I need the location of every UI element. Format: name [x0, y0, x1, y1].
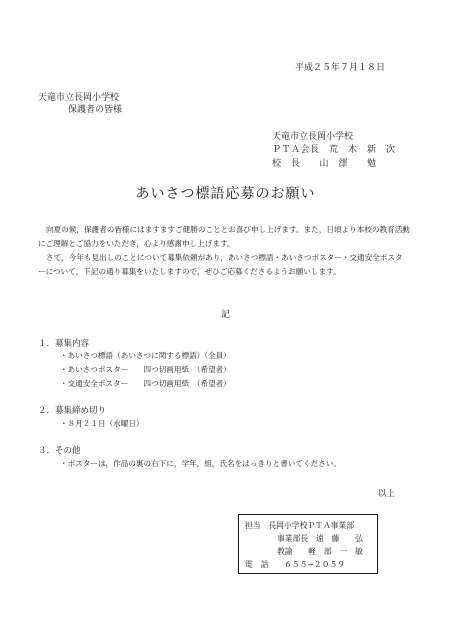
- contact-teacher: 教諭 軽 部 一 敏: [277, 547, 363, 556]
- section-3-heading: ３．その他: [38, 446, 81, 456]
- recipient-parents: 保護者の皆様: [68, 105, 123, 115]
- section-1-item: ・交通安全ポスター 四つ切画用紙 （希望者）: [60, 379, 231, 388]
- body-text: [38, 223, 410, 279]
- page-title: あいさつ標語応募のお願い: [135, 186, 316, 202]
- recipient-school: 天竜市立長岡小学校: [38, 93, 120, 103]
- sender-school: 天竜市立長岡小学校: [272, 132, 354, 142]
- contact-department-head: 事業部長 遠 藤 弘: [277, 534, 363, 543]
- section-2-item: ・８月２１日（水曜日）: [60, 419, 144, 428]
- body-paragraph-1: 向夏の候，保護者の皆様にはますますご健勝のこととお喜び申し上げます。また，日頃より本校の教育活動にご理解とご協力をいただき，心より感謝申し上げます。: [38, 225, 410, 248]
- contact-phone: 電 話 ６５５−２０５９: [245, 560, 346, 569]
- section-1-item: ・あいさつポスター 四つ切画用紙 （希望者）: [60, 365, 231, 374]
- document-date: 平成２５年７月１８日: [294, 63, 385, 73]
- section-3-item: ・ポスターは，作品の裏の右下に，学年，組，氏名をはっきりと書いてください。: [60, 459, 341, 468]
- ki-heading: 記: [220, 310, 230, 320]
- sender-pta-chair: ＰＴＡ会長 荒 木 新 次: [272, 145, 396, 155]
- closing-mark: 以上: [377, 489, 395, 499]
- body-paragraph-2: さて，今年も見出しのことについて募集依頼があり，あいさつ標語・あいさつポスター・交通安全ポスターについて，下記の通り募集をいたしますので，ぜひご応募くださるようお願いします。: [38, 253, 403, 276]
- section-2-heading: ２．募集締め切り: [38, 406, 107, 416]
- sender-principal: 校 長 山 澤 勉: [272, 159, 377, 169]
- contact-box: [238, 514, 378, 574]
- section-1-heading: １．募集内容: [38, 339, 90, 349]
- contact-department: 担当 長岡小学校ＰＴＡ事業部: [245, 521, 355, 530]
- section-1-item: ・あいさつ標語（あいさつに関する標語）（全員）: [60, 351, 231, 360]
